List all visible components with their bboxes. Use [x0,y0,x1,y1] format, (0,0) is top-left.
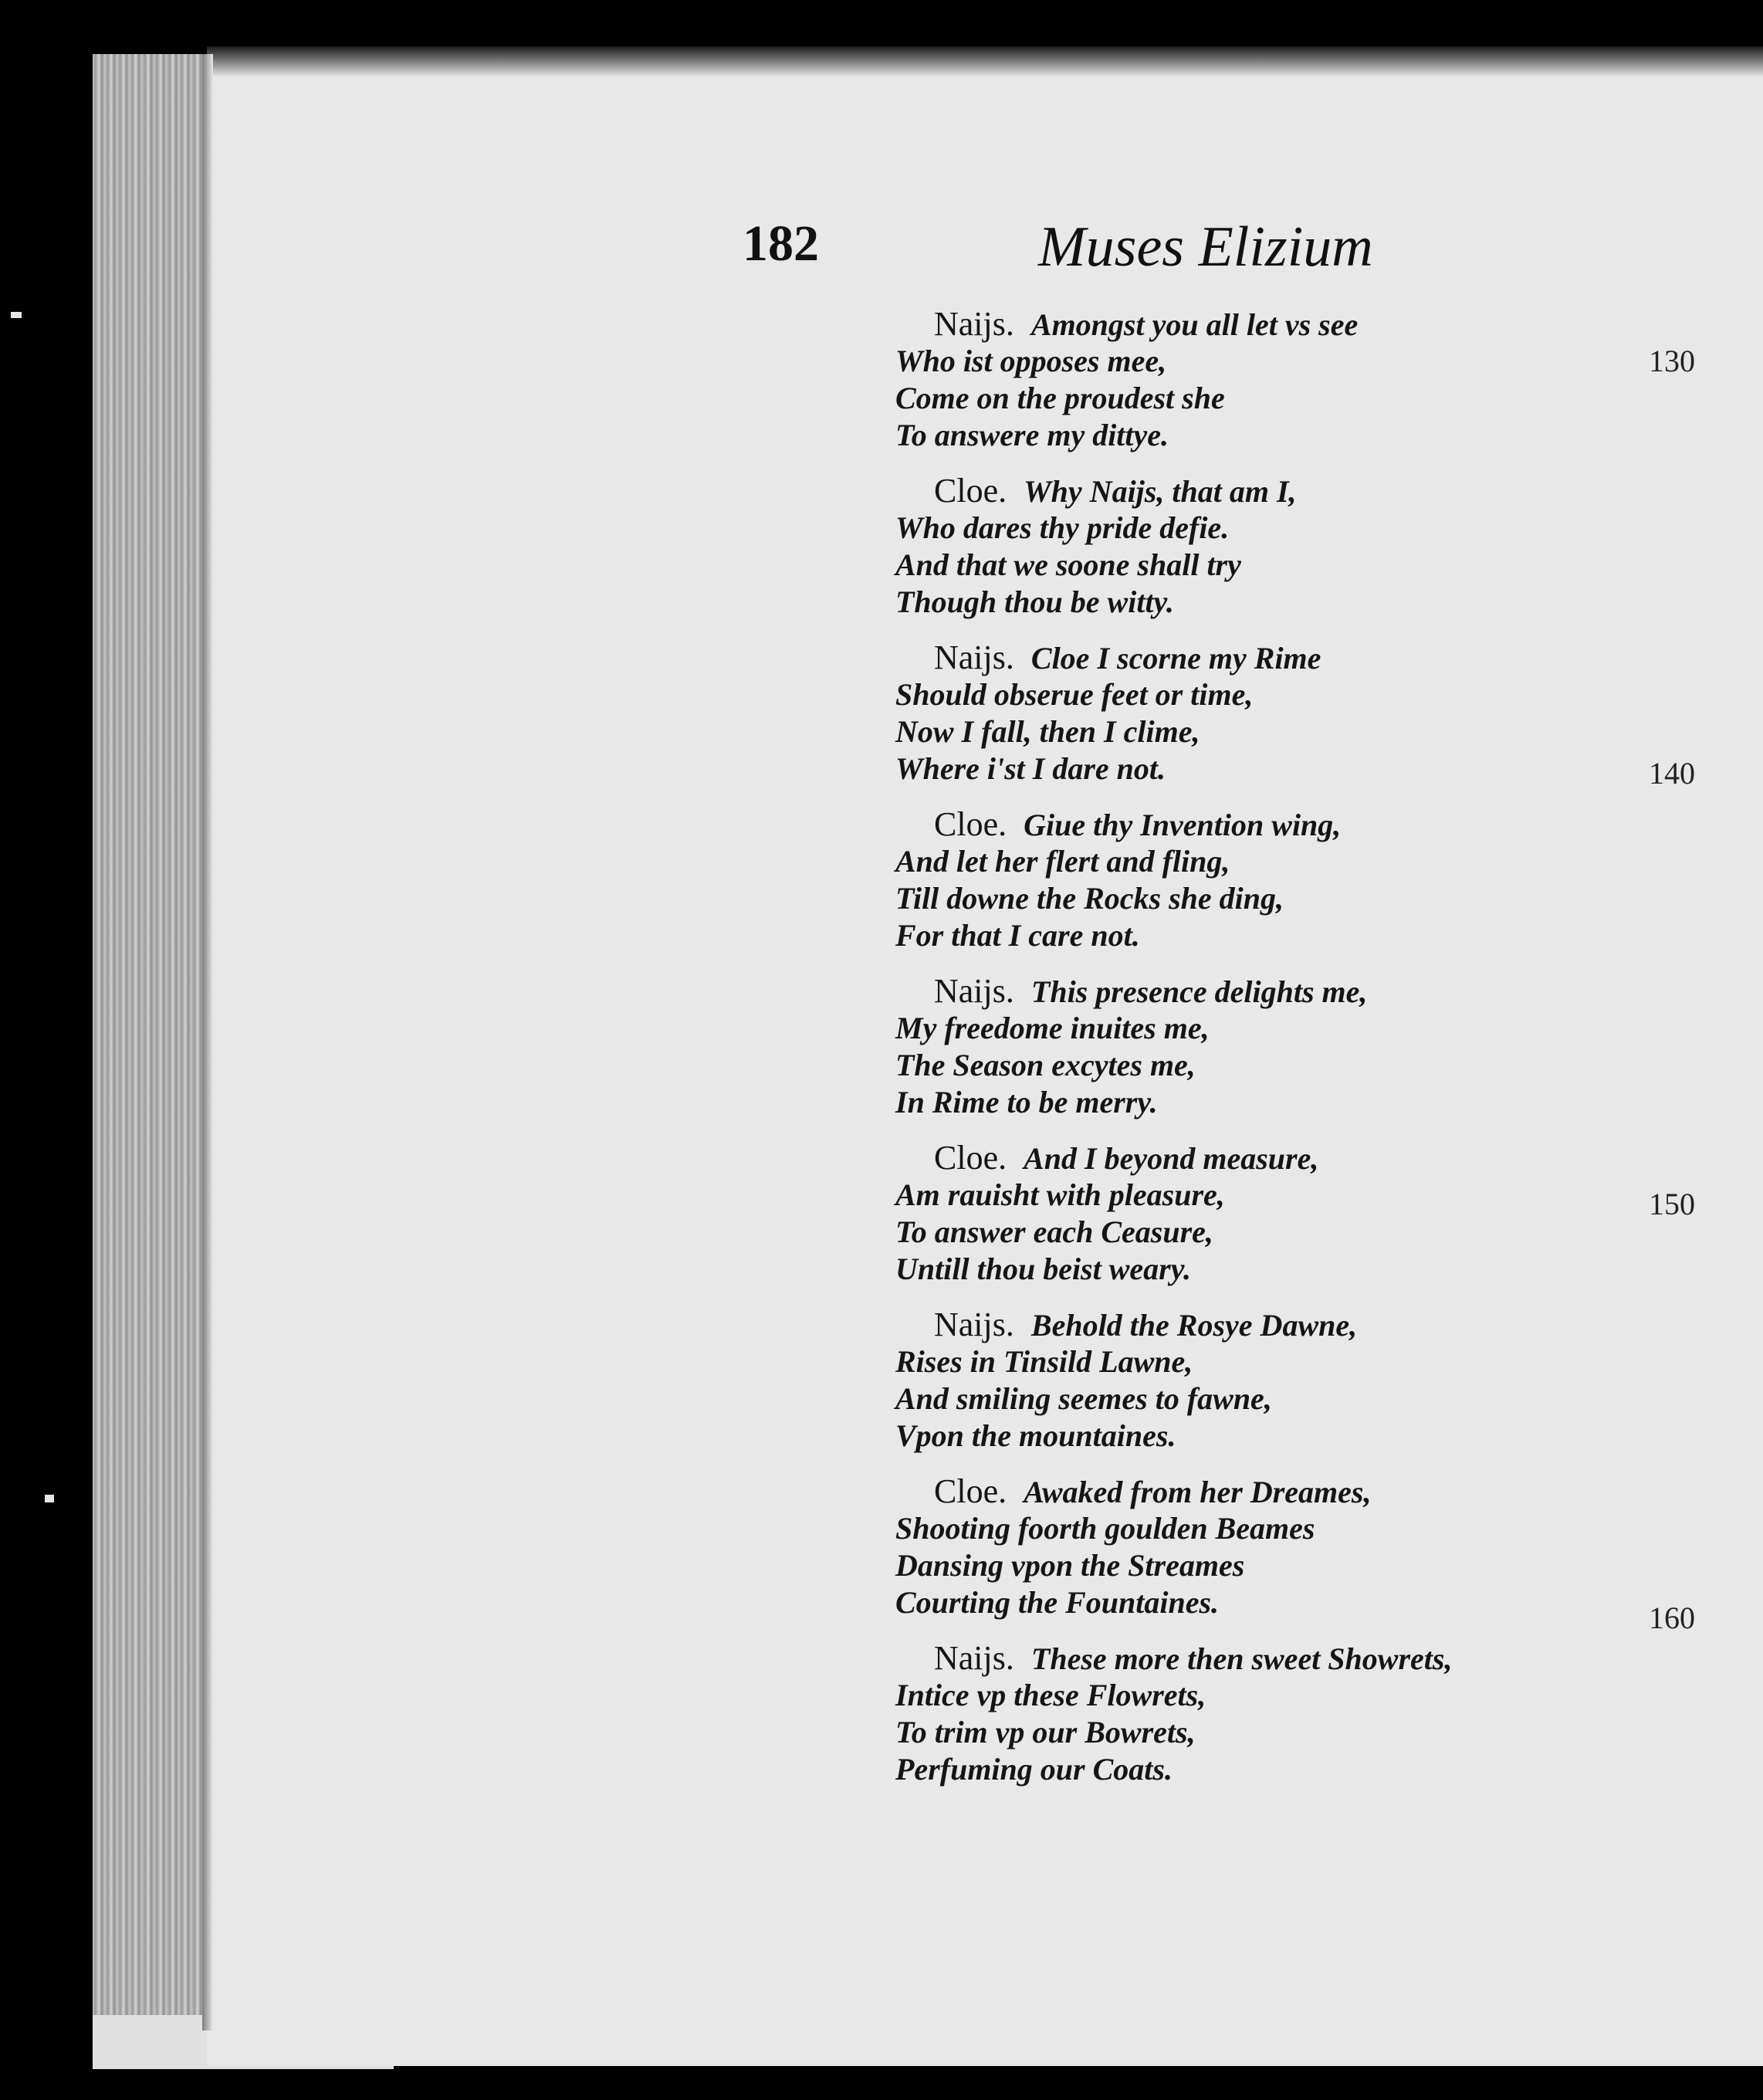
line-number: 150 [1649,1187,1695,1221]
verse-line: In Rime to be merry. [895,1085,1158,1119]
speaker-name: Cloe. [934,1139,1007,1177]
verse-line [895,472,1621,510]
stanza [895,472,1621,621]
verse-text: Amongst you all let vs see [1030,307,1359,342]
verse-line: Till downe the Rocks she ding, [895,881,1284,916]
verse-line [895,1473,1621,1510]
page-title: Muses Elizium [1038,215,1373,279]
verse-line: My freedome inuites me, [895,1011,1210,1045]
verse-line: And smiling seemes to fawne, [895,1381,1272,1416]
verse-line: Where i'st I dare not. [895,751,1166,786]
stanza [895,1473,1621,1621]
line-number: 140 [1649,756,1695,791]
speaker-name: Naijs. [934,305,1014,343]
verse-line [895,639,1621,676]
speaker-name: Naijs. [934,1306,1014,1343]
speaker-name: Cloe. [934,805,1007,843]
verse-text: Behold the Rosye Dawne, [1030,1308,1358,1343]
verse-line: Shooting foorth goulden Beames [895,1511,1315,1546]
speaker-name: Cloe. [934,1472,1007,1510]
page-number: 182 [743,215,819,272]
line-number: 160 [1649,1600,1695,1635]
stanza [895,1306,1621,1455]
verse-text: Cloe I scorne my Rime [1030,641,1321,676]
verse-line: To trim vp our Bowrets, [895,1715,1196,1749]
verse-text: And I beyond measure, [1024,1141,1319,1176]
poem [895,306,1621,1807]
verse-line: And that we soone shall try [895,547,1241,582]
running-head [0,215,1763,292]
speaker-name: Cloe. [934,472,1007,510]
verse-line: Though thou be witty. [895,584,1174,619]
speaker-name: Naijs. [934,972,1014,1010]
verse-line: Now I fall, then I clime, [895,714,1200,749]
verse-line: Am rauisht with pleasure, [895,1177,1225,1212]
verse-line: Courting the Fountaines. [895,1585,1220,1620]
scan-speck [11,312,22,318]
verse-line: To answer each Ceasure, [895,1214,1213,1249]
page-edge-stack [93,54,216,2031]
page-top-shadow [207,46,1763,77]
stanza [895,306,1621,454]
verse-line: To answere my dittye. [895,418,1169,452]
stanza [895,973,1621,1121]
verse-line: Perfuming our Coats. [895,1752,1173,1787]
stanza [895,1640,1621,1788]
stanza [895,639,1621,788]
verse-line [895,806,1621,843]
stanza [895,806,1621,954]
verse-line: Who dares thy pride defie. [895,510,1230,545]
scan-speck [45,1495,54,1502]
gutter-shadow [202,54,213,2031]
verse-line [895,1640,1621,1677]
verse-line: Who ist opposes mee, [895,344,1167,378]
verse-line: Should obserue feet or time, [895,677,1254,712]
verse-text: These more then sweet Showrets, [1030,1641,1453,1676]
verse-line: Dansing vpon the Streames [895,1548,1245,1583]
verse-line [895,973,1621,1010]
verse-text: This presence delights me, [1030,974,1368,1009]
verse-line [895,1140,1621,1177]
verse-line: Rises in Tinsild Lawne, [895,1344,1193,1379]
verse-text: Giue thy Invention wing, [1024,808,1342,842]
verse-text: Why Naijs, that am I, [1024,474,1297,509]
stanza [895,1140,1621,1288]
verse-line: Come on the proudest she [895,381,1225,415]
speaker-name: Naijs. [934,1639,1014,1677]
verse-line: Vpon the mountaines. [895,1418,1176,1453]
verse-text: Awaked from her Dreames, [1024,1475,1372,1509]
verse-line [895,306,1621,343]
verse-line: And let her flert and fling, [895,844,1230,879]
verse-line: For that I care not. [895,918,1140,953]
line-number: 130 [1649,344,1695,378]
verse-line [895,1306,1621,1343]
verse-line: Intice vp these Flowrets, [895,1678,1206,1712]
verse-line: The Season excytes me, [895,1048,1196,1082]
speaker-name: Naijs. [934,638,1014,676]
verse-line: Untill thou beist weary. [895,1252,1192,1286]
